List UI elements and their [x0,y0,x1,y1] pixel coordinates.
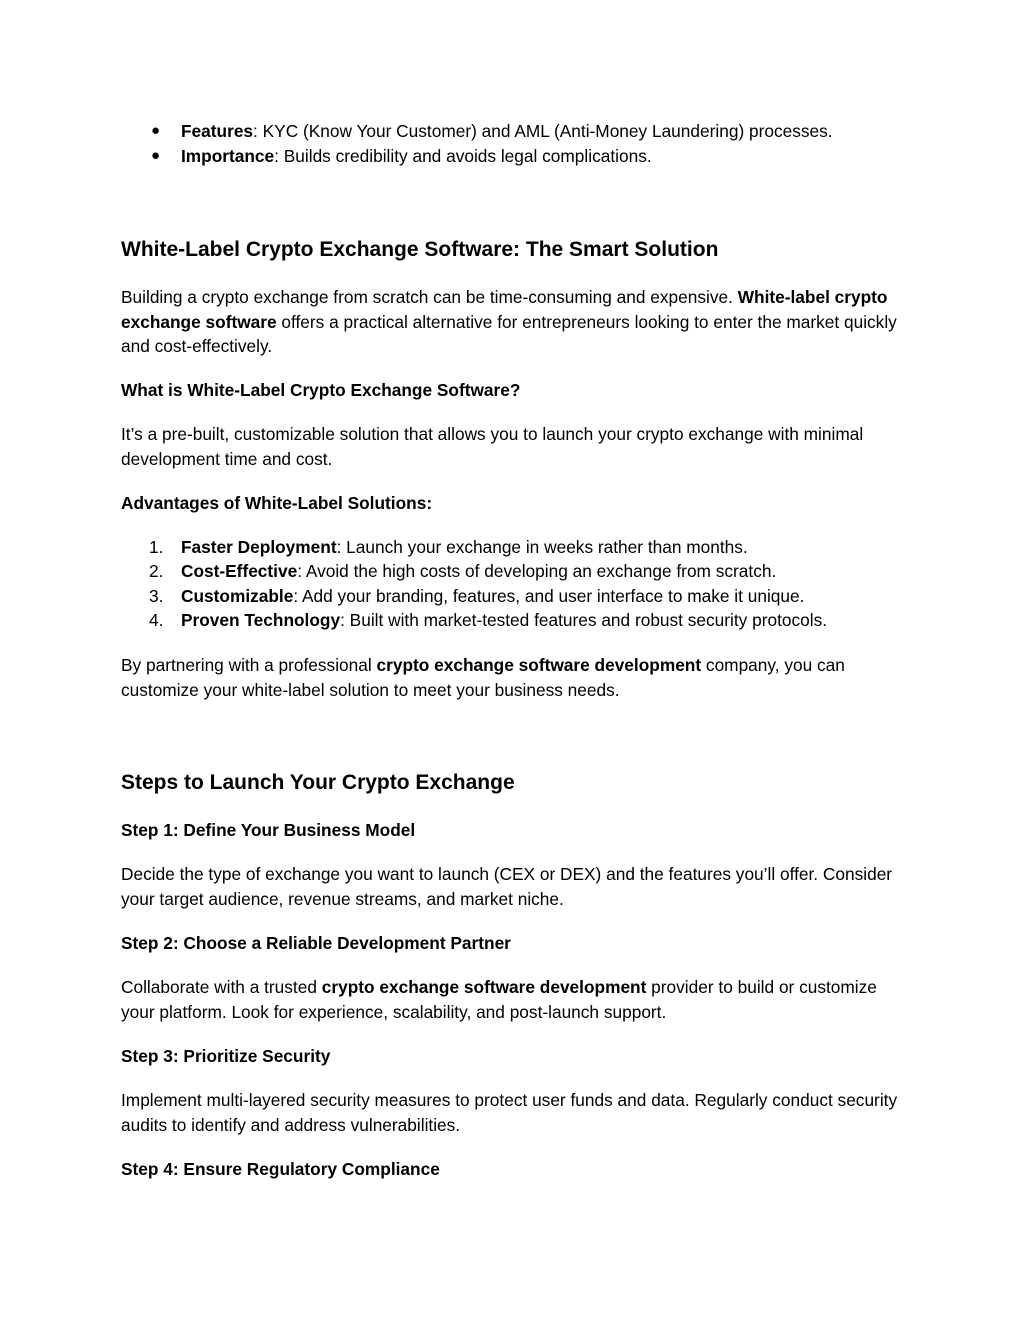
list-item-term: Importance [181,146,275,166]
list-item-term: Customizable [181,586,294,606]
paragraph-emphasis: White-label crypto exchange software [121,287,888,332]
bullet-marker: ● [151,147,161,164]
paragraph-emphasis: crypto exchange software development [321,977,647,997]
paragraph-text: company, you can customize your white-label solution to meet your business needs. [121,655,845,700]
paragraph-text: provider to build or customize your platform. Look for experience, scalability, and post-launch support. [121,977,877,1022]
subheading: What is White-Label Crypto Exchange Software? [121,380,521,400]
list-item-text: : Built with market-tested features and robust security protocols. [340,610,828,630]
section-closing-paragraph [121,653,901,702]
list-item-text: : KYC (Know Your Customer) and AML (Anti-Money Laundering) processes. [253,121,833,141]
section-intro-paragraph [121,285,901,359]
list-item-text: : Add your branding, features, and user interface to make it unique. [293,586,805,606]
step-title: Step 2: Choose a Reliable Development Partner [121,933,511,953]
step-paragraph [121,975,901,1024]
paragraph-text: By partnering with a professional [121,655,377,675]
list-number: 2. [149,561,164,581]
list-item-text: : Launch your exchange in weeks rather than months. [336,537,748,557]
list-item-text: : Avoid the high costs of developing an exchange from scratch. [297,561,777,581]
list-number: 3. [149,586,164,606]
bullet-marker: ● [151,122,161,139]
step-paragraph: Implement multi-layered security measures to protect user funds and data. Regularly conduct security audits to identify and address vulnerabilities. [121,1090,898,1135]
list-number: 1. [149,537,164,557]
list-item-term: Cost-Effective [181,561,298,581]
section-heading: Steps to Launch Your Crypto Exchange [121,771,515,794]
paragraph-text: Building a crypto exchange from scratch can be time-consuming and expensive. [121,287,738,307]
list-item-term: Features [181,121,254,141]
section-heading: White-Label Crypto Exchange Software: The Smart Solution [121,238,719,261]
step-title: Step 3: Prioritize Security [121,1046,331,1066]
step-title: Step 1: Define Your Business Model [121,820,416,840]
list-item-term: Proven Technology [181,610,341,630]
step-paragraph: Decide the type of exchange you want to launch (CEX or DEX) and the features you’ll offer. Consider your target audience, revenue streams, and market niche. [121,864,893,909]
list-item-term: Faster Deployment [181,537,337,557]
paragraph-text: Collaborate with a trusted [121,977,322,997]
paragraph-emphasis: crypto exchange software development [376,655,702,675]
paragraph-text: offers a practical alternative for entrepreneurs looking to enter the market quickly and cost-effectively. [121,311,897,356]
subheading: Advantages of White-Label Solutions: [121,493,433,513]
paragraph: It’s a pre-built, customizable solution that allows you to launch your crypto exchange with minimal development time and cost. [121,424,864,469]
list-item-text: : Builds credibility and avoids legal complications. [274,146,652,166]
list-number: 4. [149,610,164,630]
step-title: Step 4: Ensure Regulatory Compliance [121,1159,440,1179]
